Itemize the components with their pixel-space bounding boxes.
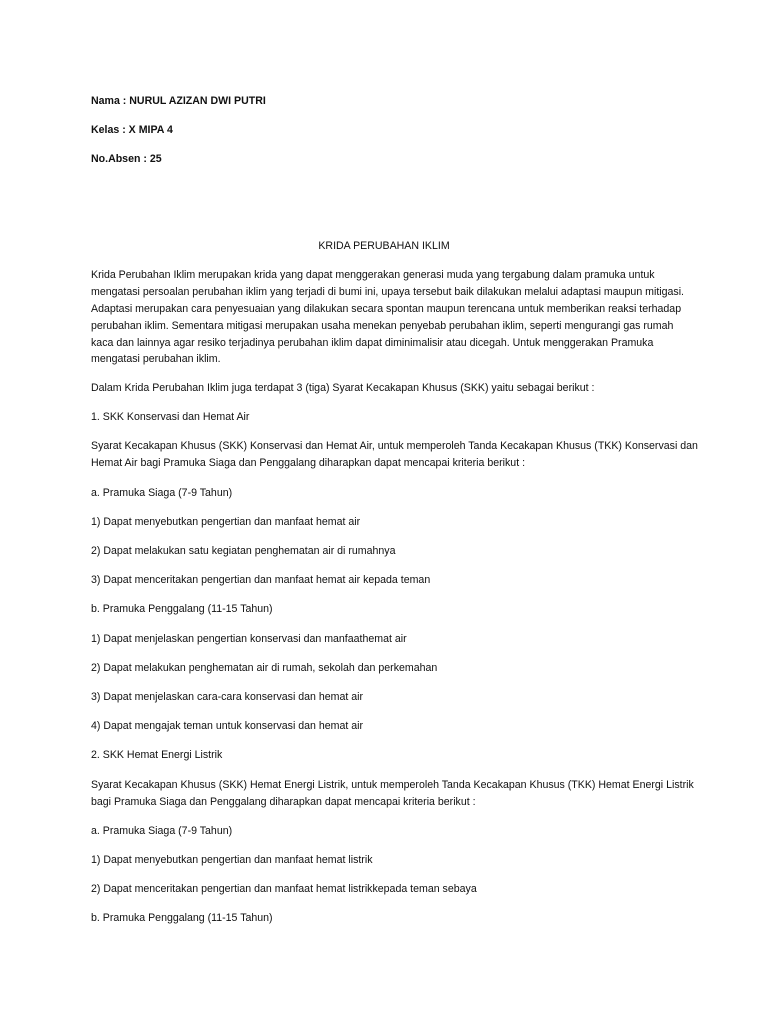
list-item: 2) Dapat melakukan satu kegiatan penghematan air di rumahnya xyxy=(91,545,396,557)
section-heading: 1. SKK Konservasi dan Hemat Air xyxy=(91,411,250,423)
list-item: 1) Dapat menyebutkan pengertian dan manfaat hemat listrik xyxy=(91,854,373,866)
list-item: 1) Dapat menyebutkan pengertian dan manfaat hemat air xyxy=(91,516,361,528)
list-item: 4) Dapat mengajak teman untuk konservasi dan hemat air xyxy=(91,720,364,732)
intro-line: mengatasi persoalan perubahan iklim yang terjadi di bumi ini, upaya tersebut baik dilakukan melalui adaptasi maupun mitigasi. xyxy=(91,286,685,298)
subsection-label: a. Pramuka Siaga (7-9 Tahun) xyxy=(91,825,233,837)
section-description: Syarat Kecakapan Khusus (SKK) Hemat Energi Listrik, untuk memperoleh Tanda Kecakapan Khusus (TKK) Hemat Energi Listrik xyxy=(91,779,694,791)
list-item: 2) Dapat melakukan penghematan air di rumah, sekolah dan perkemahan xyxy=(91,662,438,674)
section-description: bagi Pramuka Siaga dan Penggalang diharapkan dapat mencapai kriteria berikut : xyxy=(91,796,476,808)
document-title: KRIDA PERUBAHAN IKLIM xyxy=(318,240,450,252)
section-description: Hemat Air bagi Pramuka Siaga dan Penggalang diharapkan dapat mencapai kriteria berikut : xyxy=(91,457,526,469)
list-item: 3) Dapat menjelaskan cara-cara konservasi dan hemat air xyxy=(91,691,364,703)
intro-line: perubahan iklim. Sementara mitigasi merupakan usaha menekan penyebab perubahan iklim, seperti mengurangi gas rumah xyxy=(91,320,674,332)
list-item: 1) Dapat menjelaskan pengertian konservasi dan manfaathemat air xyxy=(91,633,407,645)
student-number: No.Absen : 25 xyxy=(91,153,162,165)
subsection-label: b. Pramuka Penggalang (11-15 Tahun) xyxy=(91,603,273,615)
section-description: Syarat Kecakapan Khusus (SKK) Konservasi dan Hemat Air, untuk memperoleh Tanda Kecakapan Khusus (TKK) Konservasi dan xyxy=(91,440,698,452)
intro-paragraph-2: Dalam Krida Perubahan Iklim juga terdapat 3 (tiga) Syarat Kecakapan Khusus (SKK) yaitu sebagai berikut : xyxy=(91,382,595,394)
intro-line: kaca dan lainnya agar resiko terjadinya perubahan iklim dapat diminimalisir atau dicegah. Untuk menggerakan Pramuka xyxy=(91,337,654,349)
subsection-label: a. Pramuka Siaga (7-9 Tahun) xyxy=(91,487,233,499)
intro-line: mengatasi perubahan iklim. xyxy=(91,353,221,365)
section-heading: 2. SKK Hemat Energi Listrik xyxy=(91,749,223,761)
list-item: 2) Dapat menceritakan pengertian dan manfaat hemat listrikkepada teman sebaya xyxy=(91,883,477,895)
student-class: Kelas : X MIPA 4 xyxy=(91,124,173,136)
intro-line: Adaptasi merupakan cara penyesuaian yang dilakukan secara spontan maupun terencana untuk memberikan reaksi terhadap xyxy=(91,303,682,315)
list-item: 3) Dapat menceritakan pengertian dan manfaat hemat air kepada teman xyxy=(91,574,431,586)
intro-line: Krida Perubahan Iklim merupakan krida yang dapat menggerakan generasi muda yang tergabung dalam pramuka untuk xyxy=(91,269,655,281)
student-name: Nama : NURUL AZIZAN DWI PUTRI xyxy=(91,95,266,107)
subsection-label: b. Pramuka Penggalang (11-15 Tahun) xyxy=(91,912,273,924)
